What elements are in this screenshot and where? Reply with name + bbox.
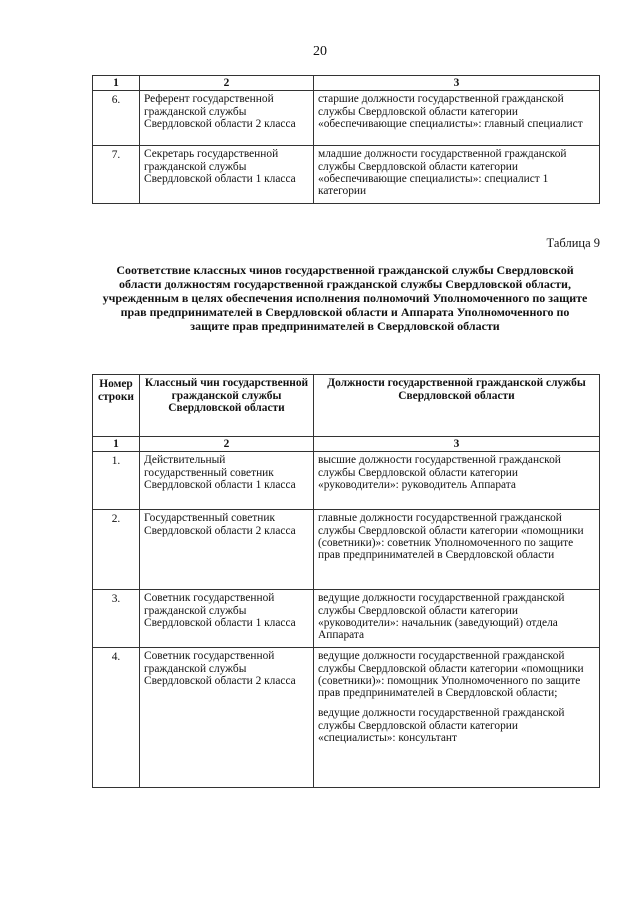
- table-9: [92, 374, 600, 788]
- column-number: 1: [93, 76, 140, 91]
- row-number: 3.: [93, 590, 140, 648]
- column-number: 2: [140, 76, 314, 91]
- positions-text-2: ведущие должности государственной гражданской службы Свердловской области категории «специалисты»: консультант: [318, 707, 565, 745]
- grade-cell: Референт государственной гражданской службы Свердловской области 2 класса: [140, 91, 314, 146]
- table-row: [93, 91, 600, 146]
- row-number: 4.: [93, 648, 140, 788]
- column-number: 1: [93, 437, 140, 452]
- grade-cell: Советник государственной гражданской службы Свердловской области 1 класса: [140, 590, 314, 648]
- header-row-number: Номер строки: [93, 375, 140, 437]
- positions-cell: [314, 648, 600, 788]
- table-label: Таблица 9: [546, 236, 600, 250]
- row-number: 1.: [93, 452, 140, 510]
- row-number: 7.: [93, 146, 140, 204]
- positions-cell: главные должности государственной гражданской службы Свердловской области категории «помощники (советники)»: советник Уполномоченного по защите прав предпринимателей в Свердловской области: [314, 510, 600, 590]
- positions-text: ведущие должности государственной гражданской службы Свердловской области категории «помощники (советники)»: помощник Уполномоченного по защите прав предпринимателей в Свердловской области;: [318, 650, 584, 700]
- table-row: [93, 648, 600, 788]
- grade-cell: Секретарь государственной гражданской службы Свердловской области 1 класса: [140, 146, 314, 204]
- table-row: [93, 452, 600, 510]
- table-title: Соответствие классных чинов государственной гражданской службы Свердловской области должностям государственной гражданской службы Свердловской области, учрежденным в целях обеспечения исполнения полномочий Уполномоченного по защите прав предпринимателей в Свердловской области и Аппарата Уполномоченного по защите прав предпринимателей в Свердловской области: [102, 263, 588, 333]
- table-continuation: [92, 75, 600, 204]
- positions-cell: старшие должности государственной гражданской службы Свердловской области категории «обеспечивающие специалисты»: главный специалист: [314, 91, 600, 146]
- positions-cell: младшие должности государственной гражданской службы Свердловской области категории «обеспечивающие специалисты»: специалист 1 категории: [314, 146, 600, 204]
- grade-cell: Государственный советник Свердловской области 2 класса: [140, 510, 314, 590]
- table-header-row: [93, 375, 600, 437]
- header-positions: Должности государственной гражданской службы Свердловской области: [314, 375, 600, 437]
- table-row: [93, 590, 600, 648]
- grade-cell: Советник государственной гражданской службы Свердловской области 2 класса: [140, 648, 314, 788]
- row-number: 2.: [93, 510, 140, 590]
- table-row: [93, 510, 600, 590]
- column-number: 2: [140, 437, 314, 452]
- column-number-row: [93, 437, 600, 452]
- table-row: [93, 146, 600, 204]
- positions-cell: высшие должности государственной гражданской службы Свердловской области категории «руководители»: руководитель Аппарата: [314, 452, 600, 510]
- grade-cell: Действительный государственный советник Свердловской области 1 класса: [140, 452, 314, 510]
- header-grade: Классный чин государственной гражданской службы Свердловской области: [140, 375, 314, 437]
- column-number: 3: [314, 76, 600, 91]
- positions-cell: ведущие должности государственной гражданской службы Свердловской области категории «руководители»: начальник (заведующий) отдела Аппарата: [314, 590, 600, 648]
- page-number: 20: [313, 44, 327, 59]
- column-number-row: [93, 76, 600, 91]
- column-number: 3: [314, 437, 600, 452]
- row-number: 6.: [93, 91, 140, 146]
